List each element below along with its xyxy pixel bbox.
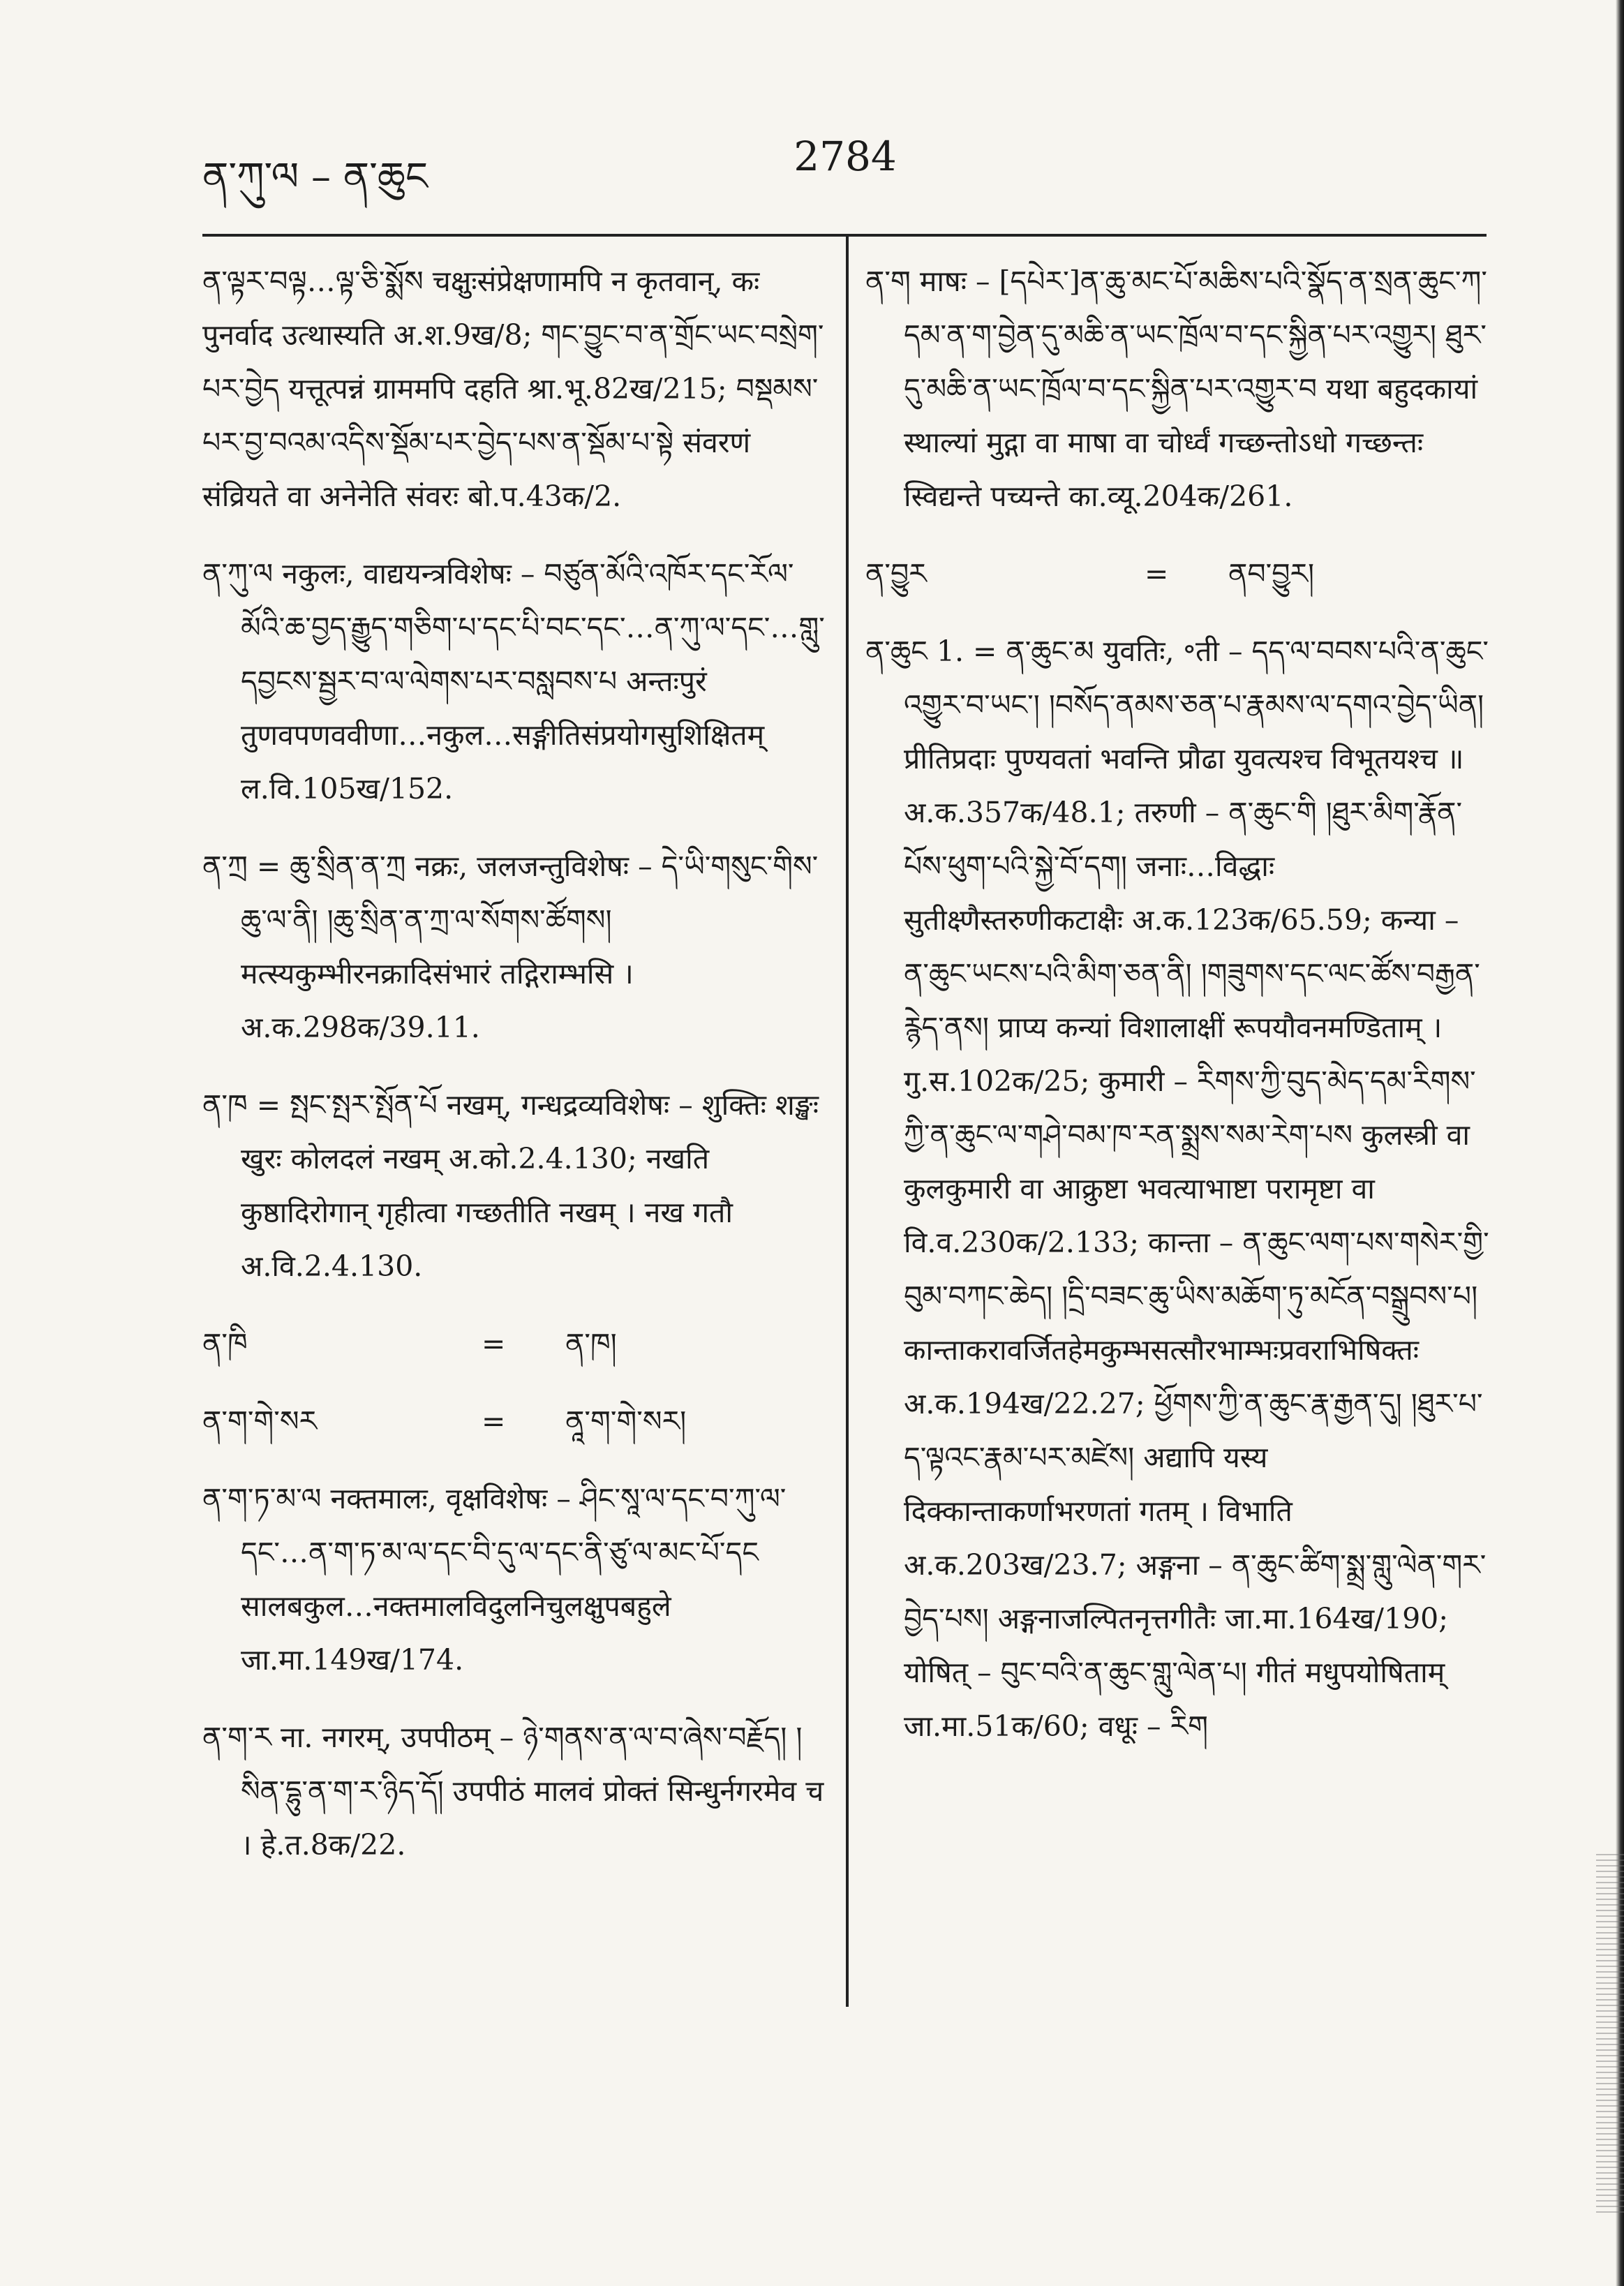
cross-reference — [202, 1395, 827, 1448]
entry-headword: ན་ག་ར — [202, 1721, 271, 1754]
cross-reference — [202, 1317, 827, 1371]
xref-target: ནབ་བྱུར། — [1228, 557, 1315, 591]
xref-headword: ན་ཁི — [202, 1327, 248, 1360]
xref-headword: ན་ག་གེ་སར — [202, 1404, 318, 1438]
entry-headword: ན་ཁ — [202, 1088, 248, 1122]
right-column — [865, 255, 1490, 2070]
entry-body: = སྤང་སྤར་སྤོན་པོ नखम्, गन्धद्रव्यविशेषः – शुक्तिः शङ्खः खुरः कोलदलं नखम् अ.को.2.4.130; नखति कुष्ठादिरोगान् गृहीत्वा गच्छतीति नखम् । नख गतौ अ.वि.2.4.130. — [241, 1088, 819, 1283]
entry-headword: ན་ག་ཏ་མ་ལ — [202, 1482, 322, 1515]
xref-equals: = — [482, 1327, 506, 1360]
entry-headword: ན་ཆུང — [865, 634, 928, 668]
entry-headword: ན་ཀུ་ལ — [202, 557, 274, 591]
entry-nachung — [865, 625, 1490, 1753]
entry-naga — [865, 255, 1490, 524]
entry-naktamala — [202, 1472, 827, 1687]
entry-body: 1. = ན་ཆུང་མ युवतिः, ॰ती – དད་ལ་བབས་པའི་ན་ཆུང་འགྱུར་བ་ཡང་། །བསོད་ནམས་ཅན་པ་རྣམས་ལ་དགའ་བྱེད་ཡིན། प्रीतिप्रदाः पुण्यवतां भवन्ति प्रौढा युवत्यश्च विभूतयश्च ॥ अ.क.357क/48.1; तरुणी – ན་ཆུང་གི །ཐུར་མིག་རྣོན་པོས་ཕུག་པའི་སྐྱེ་བོ་དག། जनाः…विद्धाः सुतीक्ष्णैस्तरुणीकटाक्षैः अ.क.123क/65.59; कन्या – ན་ཆུང་ཡངས་པའི་མིག་ཅན་ནི། །གཟུགས་དང་ལང་ཚོས་བརྒྱན་རྙེད་ནས། प्राप्य कन्यां विशालाक्षीं रूपयौवनमण्डिताम् । गु.स.102क/25; कुमारी – རིགས་ཀྱི་བུད་མེད་དམ་རིགས་ཀྱི་ན་ཆུང་ལ་གཤེ་བམ་ཁ་རན་སྨྲས་སམ་རེག་པས कुलस्त्री वा कुलकुमारी वा आक्रुष्टा भवत्याभाष्टा परामृष्टा वा वि.व.230क/2.133; कान्ता – ན་ཆུང་ལག་པས་གསེར་གྱི་བུམ་བཀང་ཆེད། །དྲི་བཟང་ཆུ་ཡིས་མཆོག་ཏུ་མངོན་བསྒྲུབས་པ། कान्ताकरावर्जितहेमकुम्भसत्सौरभाम्भःप्रवराभिषिक्तः अ.क.194ख/22.27; ཕྱོགས་ཀྱི་ན་ཆུང་རྣ་རྒྱན་དུ། །ཐུར་པ་ད་ལྟའང་རྣམ་པར་མཛེས། अद्यापि यस्य दिक्कान्ताकर्णाभरणतां गतम् । विभाति अ.क.203ख/23.7; अङ्गना – ན་ཆུང་ཚིག་སྨྲ་གླུ་ལེན་གར་བྱེད་པས། अङ्गनाजल्पितनृत्तगीतैः जा.मा.164ख/190; योषित् – བུང་བའི་ན་ཆུང་གླུ་ལེན་པ། गीतं मधुपयोषिताम् जा.मा.51क/60; वधूः – རིག — [904, 634, 1489, 1743]
entry-nakula — [202, 547, 827, 816]
continuation-text: ན་ལྟར་བལྟ…ལྟ་ཅི་སྨོས चक्षुःसंप्रेक्षणामपि न कृतवान्, कः पुनर्वाद उत्थास्यति अ.श.9ख/8; གང་བྱུང་བ་ན་གྲོང་ཡང་བསྲེག་པར་བྱེད यत्तूत्पन्नं ग्राममपि दहति श्रा.भू.82ख/215; བསྡམས་པར་བྱ་བའམ་འདིས་སྡོམ་པར་བྱེད་པས་ན་སྡོམ་པ་སྟེ संवरणं संव्रियते वा अनेनेति संवरः बो.प.43क/2. — [202, 265, 824, 513]
entry-nagara — [202, 1711, 827, 1872]
entry-headword: ན་ག — [865, 265, 911, 298]
entry-body: नक्तमालः, वृक्षविशेषः – ཤིང་སཱ་ལ་དང་བ་ཀུ་ལ་དང་…ན་ག་ཏ་མ་ལ་དང་བི་དུ་ལ་དང་ནི་ཙུ་ལ་མང་པོ་དང सालबकुल…नक्तमालविदुलनिचुलक्षुपबहुले जा.मा.149ख/174. — [241, 1482, 787, 1677]
entry-body: नकुलः, वाद्ययन्त्रविशेषः – བཙུན་མོའི་འཁོར་དང་རོལ་མོའི་ཆ་བྱད་རྒྱུད་གཅིག་པ་དང་པི་བང་དང་…ན་ཀུ་ལ་དང་…གླུ་དབྱངས་སྦྱར་བ་ལ་ལེགས་པར་བསླབས་པ अन्तःपुरं तुणवपणववीणा…नकुल…सङ्गीतिसंप्रयोगसुशिक्षितम् ल.वि.105ख/152. — [241, 557, 825, 806]
entry-headword: ན་ཀྲ — [202, 849, 248, 883]
left-column — [202, 255, 827, 2070]
entry-body: = ཆུ་སྲིན་ན་ཀྲ नक्रः, जलजन्तुविशेषः – དེ་ཡི་གསུང་གིས་ཆུ་ལ་ནི། །ཆུ་སྲིན་ན་ཀྲ་ལ་སོགས་ཚོགས། मत्स्यकुम्भीरनक्रादिसंभारं तद्गिराम्भसि । अ.क.298क/39.11. — [241, 849, 819, 1044]
cross-reference — [865, 547, 1490, 601]
entry-body: ना. नगरम्, उपपीठम् – ཉེ་གནས་ན་ལ་བ་ཞེས་བརྗོད། །སིན་དྷུ་ན་ག་ར་ཉིད་དོ། उपपीठं मालवं प्रोक्तं सिन्धुर्नगरमेव च । हे.त.8क/22. — [241, 1721, 824, 1862]
xref-equals: = — [482, 1404, 506, 1438]
header-rule — [202, 234, 1487, 237]
running-headword: ན་ཀུ་ལ – ན་ཆུང — [202, 154, 429, 200]
xref-target: ནཱ་ག་གེ་སར། — [565, 1404, 687, 1438]
column-divider — [846, 234, 849, 2007]
xref-target: ན་ཁ། — [565, 1327, 617, 1360]
page-number: 2784 — [794, 133, 897, 180]
entry-body: माषः – [དཔེར་]ན་ཆུ་མང་པོ་མཆིས་པའི་སྣོད་ན་སྲན་ཆུང་ཀ་དམ་ན་ག་བྱེན་དུ་མཆི་ན་ཡང་ཁྲོལ་བ་དང་སྐྱིན་པར་འགྱུར། ཐུར་དུ་མཆི་ན་ཡང་ཁྲོལ་བ་དང་སྐྱིན་པར་འགྱུར་བ यथा बहुदकायां स्थाल्यां मुद्गा वा माषा वा चोर्ध्वं गच्छन्तोऽधो गच्छन्तः स्विद्यन्ते पच्यन्ते का.व्यू.204क/261. — [904, 265, 1487, 513]
page-header — [202, 133, 1488, 200]
entry-nakha — [202, 1078, 827, 1293]
xref-equals: = — [1145, 557, 1169, 591]
scan-edge-noise — [1596, 1850, 1624, 2213]
xref-headword: ན་བྱུར — [865, 557, 927, 591]
entry-nakra — [202, 840, 827, 1055]
